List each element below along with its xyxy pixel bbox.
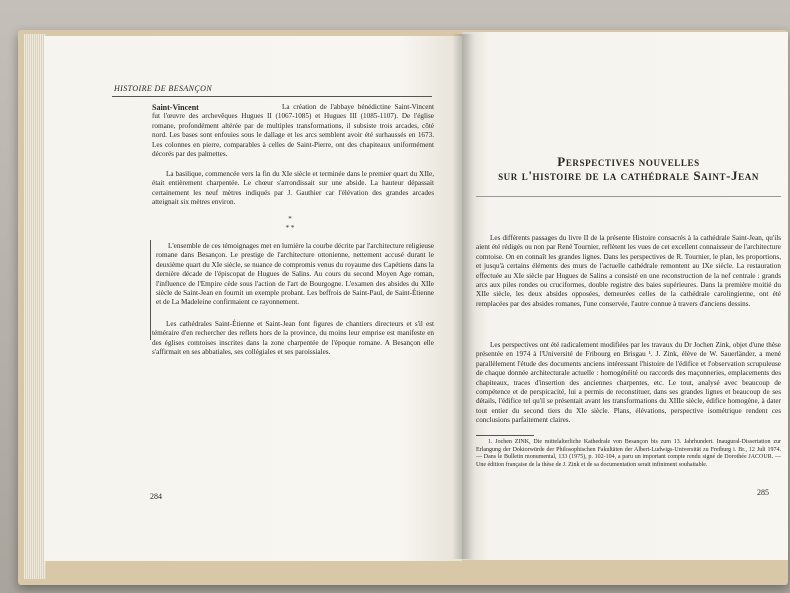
footnote-rule <box>476 435 534 436</box>
right-paragraph-1: Les différents passages du livre II de la présente Histoire consacrés à la cathédrale Saint-Jean, qu'ils aient été rédigés ou non par René Tournier, reflètent les vues de cet excellent connaisseur de l'architecture comtoise. On en connaît les grandes lignes. Dans les perspectives de R. Tournier, le plan, les proportions, et jusqu'à certains éléments des murs de l'actuelle cathédrale remontent au IXe siècle. La restauration effectuée au XIe siècle par Hugues de Salins a consisté en une reconstruction de la nef centrale : grands arcs aux piles rondes ou cruciformes, double registre des baies supérieures. Dans la première moitié du XIIe siècle, les deux absides opposées, demeurées celles de la cathédrale carolingienne, ont été remplacées par des absides romanes, l'une conservée, l'autre connue à travers d'anciens dessins. <box>476 234 781 308</box>
chapter-title-rule <box>476 196 781 197</box>
running-head-rule <box>112 96 432 97</box>
book-gutter <box>452 34 474 559</box>
left-paragraph-4: Les cathédrales Saint-Étienne et Saint-Jean font figures de chantiers directeurs et s'il est téméraire d'en rechercher des reflets hors de la province, du moins leur emprise est manifeste en des églises comtoises inscrites dans la zone charpentée de l'époque romane. A Besançon elle s'affirmait en ses abbatiales, ses collégiales et ses paroissiales. <box>152 320 434 357</box>
page-stack-edge <box>24 34 46 579</box>
chapter-title <box>476 155 781 183</box>
left-paragraph-3: L'ensemble de ces témoignages met en lumière la courbe décrite par l'architecture religieuse romane dans Besançon. Le prestige de l'architecture ottonienne, nettement accusé durant le deuxième quart du XIe siècle, se nuance de compromis venus du royaume des Capétiens dans la dernière décade de l'épiscopat de Hugues de Salins. Au cours du second Moyen Age roman, l'influence de l'Empire cède sous l'action de l'art de Bourgogne. L'examen des absides du XIIe siècle de Saint-Jean en fournit un exemple probant. Les beffrois de Saint-Paul, de Saint-Étienne et de La Madeleine confirmaient ce rayonnement. <box>156 242 434 307</box>
chapter-title-line-1: Perspectives nouvelles <box>557 154 700 169</box>
right-paragraph-2: Les perspectives ont été radicalement modifiées par les travaux du Dr Jochen Zink, objet d'une thèse présentée en 1974 à l'Université de Fribourg en Brisgau ¹. J. Zink, élève de W. Sauerländer, a mené parallèlement l'étude des documents anciens intéressant l'histoire de l'édifice et l'observation scrupuleuse de chaque donnée architecturale actuelle : homogénéité ou raccords des maçonneries, emplacements des chapiteaux, traces d'insertion des anciennes charpentes, etc. Le tout, analysé avec beaucoup de compétence et de perspicacité, lui a permis de reconstituer, dans ses grandes lignes et beaucoup de ses détails, l'édifice tel qu'il se présentait avant les transformations du XIIIe siècle, édifice homogène, à dater tout entier du second tiers du XIe siècle. Plans, élévations, perspective isométrique rendent ces conclusions parfaitement claires. <box>476 341 781 425</box>
section-separator-stars: * * * <box>285 215 295 232</box>
page-number-right: 285 <box>757 488 769 497</box>
running-head: HISTOIRE DE BESANÇON <box>114 84 213 93</box>
left-paragraph-2: La basilique, commencée vers la fin du XIe siècle et terminée dans le premier quart du XIIe, était entièrement charpentée. Le chœur s'arrondissait sur une abside. La hauteur dépassait certainement les neuf mètres indiqués par J. Gauthier car l'élévation des grandes arcades atteignait six mètres environ. <box>152 170 434 207</box>
chapter-title-line-2: sur l'histoire de la cathédrale Saint-Jean <box>498 168 759 183</box>
footnote: 1. Jochen ZINK, Die mittelalterliche Kathedrale von Besançon bis zum 13. Jahrhundert. Inaugural-Dissertation zur Erlangung der Doktorwürde der Philosophischen Fakultäten der Albert-Ludwigs-Universität zu Freiburg i. Br., 12 Juli 1974. — Dans le Bulletin monumental, 133 (1975), p. 102-104, a paru un important compte rendu signé de Dorothée JACOUR. — Une édition française de la thèse de J. Zink et de sa documentation serait infiniment souhaitable. <box>476 439 781 468</box>
section-title: Saint-Vincent <box>152 103 199 112</box>
margin-marker-line <box>150 240 151 340</box>
left-paragraph-1: La création de l'abbaye bénédictine Saint-Vincent fut l'œuvre des archevêques Hugues II (1067-1085) et Hugues III (1085-1107). De l'église romane, profondément altérée par de multiples transformations, il subsiste trois arcades, côté nord. Les bases sont enfouies sous le dallage et les arcs semblent avoir été surhaussés en 1673. Les colonnes en pierre, comparables à celles de Saint-Pierre, ont des chapiteaux uniformément décorés par des palmettes. <box>152 103 434 159</box>
page-number-left: 284 <box>150 492 162 501</box>
